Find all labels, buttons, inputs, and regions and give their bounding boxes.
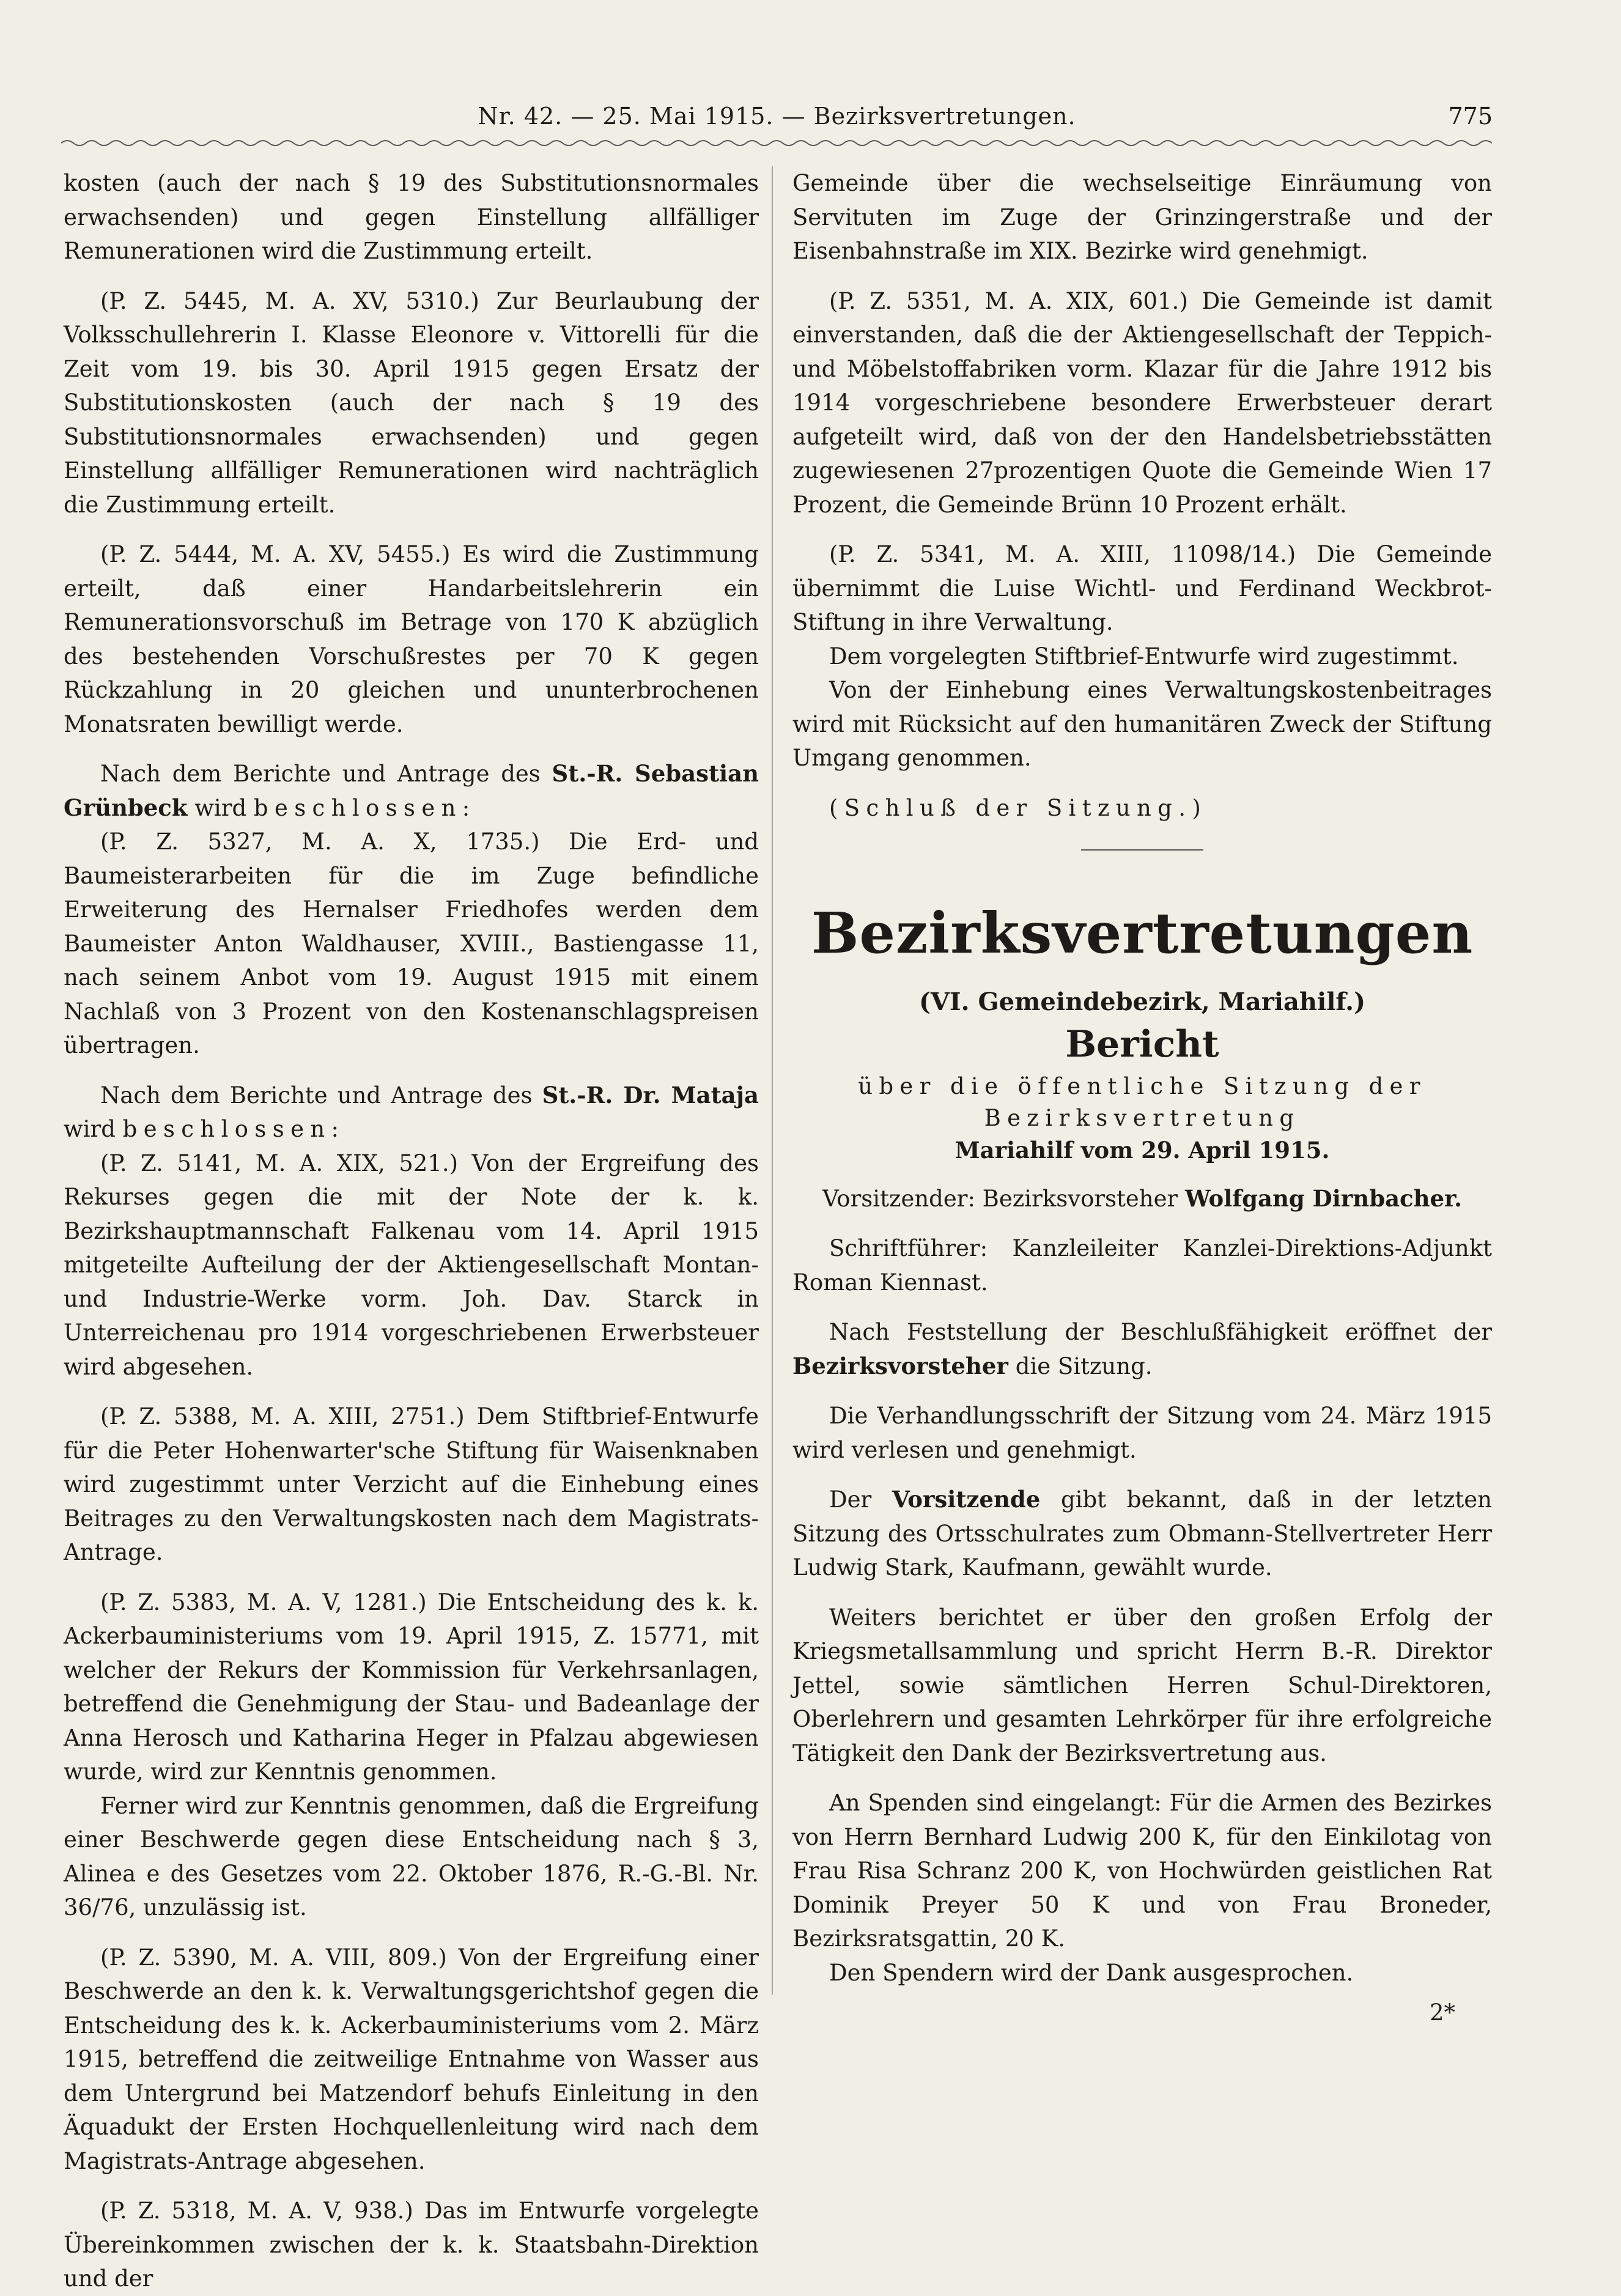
chairman-label: Vorsitzender: Bezirksvorsteher	[822, 1185, 1178, 1212]
district-chief: Bezirksvorsteher	[792, 1352, 1008, 1379]
left-paragraph-1: kosten (auch der nach § 19 des Substitutionsnormales erwachsenden) und gegen Einstellung allfälliger Remunerationen wird die Zustimmung erteilt.	[64, 170, 759, 264]
announcement-text: gibt bekannt, daß in der letzten Sitzung des Ortsschulrates zum Obmann-Stellvertreter Herr Ludwig Stark, Kaufmann, gewählt wurde.	[792, 1486, 1492, 1581]
left-paragraph-12: (P. Z. 5318, M. A. V, 938.) Das im Entwurfe vorgelegte Übereinkommen zwischen der k. k. Staatsbahn-Direktion und der	[64, 2198, 759, 2292]
section-title: Bezirksvertretungen	[811, 900, 1474, 966]
left-paragraph-2: (P. Z. 5445, M. A. XV, 5310.) Zur Beurlaubung der Volksschullehrerin I. Klasse Eleonore v. Vittorelli für die Zeit vom 19. bis 30. April 1915 gegen Ersatz der Substitutionskosten (auch der nach § 19 des Substitutionsnormales erwachsenden) und gegen Einstellung allfälliger Remunerationen wird nachträglich die Zustimmung erteilt.	[64, 287, 759, 518]
left-column	[64, 166, 759, 2296]
left-resolution-intro-1	[64, 757, 759, 825]
secretary-line: Schriftführer: Kanzleileiter Kanzlei-Direktions-Adjunkt Roman Kiennast.	[792, 1235, 1492, 1296]
chairman-line	[792, 1182, 1492, 1216]
metal-collection-paragraph: Weiters berichtet er über den großen Erfolg der Kriegsmetallsammlung und spricht Herrn B.-R. Direktor Jettel, sowie sämtlichen Herren Schul-Direktoren, Oberlehrern und gesamten Lehrkörper für ihre erfolgreiche Tätigkeit den Dank der Bezirksvertretung aus.	[792, 1604, 1492, 1766]
column-divider	[772, 166, 773, 1995]
resolution-resolved: beschlossen:	[253, 794, 476, 821]
opening-end: die Sitzung.	[1015, 1353, 1153, 1379]
signature-mark: 2*	[1429, 1999, 1455, 2026]
header-wavy-rule	[61, 138, 1492, 148]
chairman-name: Wolfgang Dirnbacher.	[1184, 1184, 1462, 1212]
session-closing: (Schluß der Sitzung.)	[829, 794, 1208, 821]
report-title: Bericht	[1065, 1022, 1219, 1066]
councillor-name: St.-R. Sebastian Grünbeck	[64, 760, 759, 821]
resolution-verb: wird	[194, 794, 247, 821]
page-header	[61, 97, 1493, 139]
right-paragraph-2: (P. Z. 5351, M. A. XIX, 601.) Die Gemeinde ist damit einverstanden, daß die der Aktiengesellschaft der Teppich- und Möbelstoffabriken vorm. Klazar für die Jahre 1912 bis 1914 vorgeschriebene besondere Erwerbsteuer derart aufgeteilt wird, daß von der den Handelsbetriebsstätten zugewiesenen 27prozentigen Quote die Gemeinde Wien 17 Prozent, die Gemeinde Brünn 10 Prozent erhält.	[792, 287, 1492, 518]
district-subtitle: (VI. Gemeindebezirk, Mariahilf.)	[918, 987, 1366, 1016]
left-paragraph-5: (P. Z. 5327, M. A. X, 1735.) Die Erd- und Baumeisterarbeiten für die im Zuge befindliche Erweiterung des Hernalser Friedhofes werden dem Baumeister Anton Waldhauser, XVIII., Bastiengasse 11, nach seinem Anbot vom 19. August 1915 mit einem Nachlaß von 3 Prozent von den Kostenanschlagspreisen übertragen.	[64, 829, 759, 1058]
minutes-paragraph: Die Verhandlungsschrift der Sitzung vom 24. März 1915 wird verlesen und genehmigt.	[792, 1403, 1492, 1463]
left-paragraph-3: (P. Z. 5444, M. A. XV, 5455.) Es wird die Zustimmung erteilt, daß einer Handarbeitslehrerin ein Remunerationsvorschuß im Betrage von 170 K abzüglich des bestehenden Vorschußrestes per 70 K gegen Rückzahlung in 20 gleichen und ununterbrochenen Monatsraten bewilligt werde.	[64, 541, 759, 737]
thanks-paragraph: Den Spendern wird der Dank ausgesprochen.	[829, 1959, 1354, 1986]
report-subtitle-line-2: Mariahilf vom 29. April 1915.	[955, 1136, 1330, 1164]
opening-text: Nach Feststellung der Beschlußfähigkeit eröffnet der	[829, 1319, 1492, 1345]
donations-paragraph: An Spenden sind eingelangt: Für die Armen des Bezirkes von Herrn Bernhard Ludwig 200 K, für den Einkilotag von Frau Risa Schranz 200 K, von Hochwürden geistlichen Rat Dominik Preyer 50 K und von Frau Broneder, Bezirksratsgattin, 20 K.	[792, 1790, 1492, 1952]
left-paragraph-8: (P. Z. 5388, M. A. XIII, 2751.) Dem Stiftbrief-Entwurfe für die Peter Hohenwarter'sche Stiftung für Waisenknaben wird zugestimmt unter Verzicht auf die Einhebung eines Beitrages zu den Verwaltungskosten nach dem Magistrats-Antrage.	[64, 1403, 759, 1565]
report-subtitle	[792, 1071, 1492, 1166]
left-paragraph-9: (P. Z. 5383, M. A. V, 1281.) Die Entscheidung des k. k. Ackerbauministeriums vom 19. April 1915, Z. 15771, mit welcher der Rekurs der Kommission für Verkehrsanlagen, betreffend die Genehmigung der Stau- und Badeanlage der Anna Herosch und Katharina Heger in Pfalzau abgewiesen wurde, wird zur Kenntnis genommen.	[64, 1589, 759, 1785]
page-number: 775	[1448, 103, 1493, 130]
left-paragraph-10: Ferner wird zur Kenntnis genommen, daß die Ergreifung einer Beschwerde gegen diese Entscheidung nach § 3, Alinea e des Gesetzes vom 22. Oktober 1876, R.-G.-Bl. Nr. 36/76, unzulässig ist.	[64, 1792, 759, 1921]
resolution-intro-text: Nach dem Berichte und Antrage des	[100, 761, 541, 787]
announcement-paragraph	[792, 1483, 1492, 1585]
left-resolution-intro-2	[64, 1079, 759, 1146]
right-paragraph-1: Gemeinde über die wechselseitige Einräumung von Servituten im Zuge der Grinzingerstraße und der Eisenbahnstraße im XIX. Bezirke wird genehmigt.	[792, 170, 1492, 264]
resolution-intro-text: Nach dem Berichte und Antrage des	[100, 1082, 533, 1109]
announcement-prefix: Der	[829, 1486, 872, 1513]
section-separator	[1081, 849, 1203, 851]
running-title: Nr. 42. — 25. Mai 1915. — Bezirksvertretungen.	[478, 103, 1076, 130]
right-column	[792, 166, 1492, 2030]
left-paragraph-7: (P. Z. 5141, M. A. XIX, 521.) Von der Ergreifung des Rekurses gegen die mit der Note der k. k. Bezirkshauptmannschaft Falkenau vom 14. April 1915 mitgeteilte Aufteilung der der Aktiengesellschaft Montan- und Industrie-Werke vorm. Joh. Dav. Starck in Unterreichenau pro 1914 vorgeschriebenen Erwerbsteuer wird abgesehen.	[64, 1150, 759, 1380]
report-subtitle-line-1: über die öffentliche Sitzung der Bezirksvertretung	[858, 1072, 1427, 1131]
chairperson: Vorsitzende	[892, 1486, 1041, 1513]
resolution-resolved: beschlossen:	[122, 1116, 345, 1142]
resolution-verb: wird	[64, 1116, 116, 1142]
councillor-name: St.-R. Dr. Mataja	[542, 1081, 759, 1109]
right-paragraph-3: (P. Z. 5341, M. A. XIII, 11098/14.) Die Gemeinde übernimmt die Luise Wichtl- und Ferdinand Weckbrot-Stiftung in ihre Verwaltung.	[792, 541, 1492, 635]
right-paragraph-5: Von der Einhebung eines Verwaltungskostenbeitrages wird mit Rücksicht auf den humanitären Zweck der Stiftung Umgang genommen.	[792, 677, 1492, 771]
right-paragraph-4: Dem vorgelegten Stiftbrief-Entwurfe wird zugestimmt.	[829, 643, 1459, 670]
left-paragraph-11: (P. Z. 5390, M. A. VIII, 809.) Von der Ergreifung einer Beschwerde an den k. k. Verwaltungsgerichtshof gegen die Entscheidung des k. k. Ackerbauministeriums vom 2. März 1915, betreffend die zeitweilige Entnahme von Wasser aus dem Untergrund bei Matzendorf behufs Einleitung in den Äquadukt der Ersten Hochquellenleitung wird nach dem Magistrats-Antrage abgesehen.	[64, 1944, 759, 2174]
opening-paragraph	[792, 1315, 1492, 1383]
